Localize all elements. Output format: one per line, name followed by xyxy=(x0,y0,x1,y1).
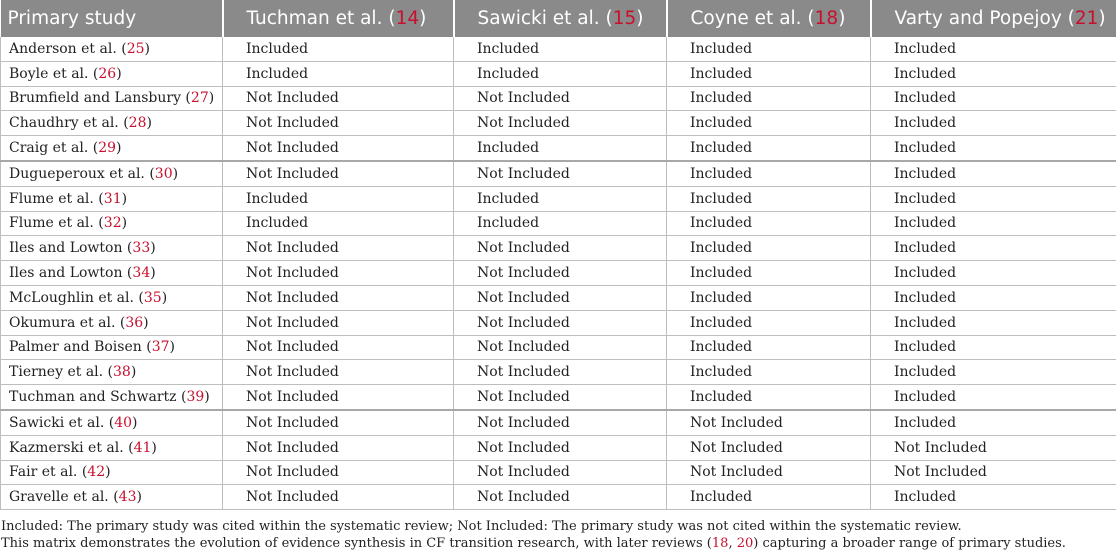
header-review: Sawicki et al. (15) xyxy=(454,0,667,37)
ref-link[interactable]: 30 xyxy=(154,165,173,182)
inclusion-cell: Included xyxy=(667,310,871,335)
inclusion-cell: Included xyxy=(871,161,1116,186)
inclusion-cell: Not Included xyxy=(454,261,667,286)
inclusion-cell: Not Included xyxy=(454,310,667,335)
table-row xyxy=(1,111,1116,136)
primary-study-cell: Kazmerski et al. (41) xyxy=(1,435,223,460)
inclusion-cell: Included xyxy=(667,211,871,236)
header-review: Coyne et al. (18) xyxy=(667,0,871,37)
inclusion-cell: Not Included xyxy=(454,460,667,485)
ref-link[interactable]: 20 xyxy=(736,536,754,552)
ref-link[interactable]: 26 xyxy=(98,65,117,82)
inclusion-cell: Included xyxy=(667,111,871,136)
inclusion-cell: Not Included xyxy=(223,285,454,310)
inclusion-cell: Included xyxy=(871,360,1116,385)
table-row xyxy=(1,37,1116,61)
inclusion-cell: Included xyxy=(871,335,1116,360)
header-review: Varty and Popejoy (21) xyxy=(871,0,1116,37)
inclusion-cell: Included xyxy=(871,310,1116,335)
primary-study-cell: Fair et al. (42) xyxy=(1,460,223,485)
primary-study-cell: McLoughlin et al. (35) xyxy=(1,285,223,310)
inclusion-cell: Not Included xyxy=(454,435,667,460)
inclusion-cell: Included xyxy=(454,61,667,86)
primary-study-cell: Craig et al. (29) xyxy=(1,136,223,161)
table-row xyxy=(1,460,1116,485)
inclusion-cell: Included xyxy=(223,211,454,236)
inclusion-cell: Included xyxy=(871,186,1116,211)
primary-study-cell: Anderson et al. (25) xyxy=(1,37,223,61)
inclusion-cell: Included xyxy=(667,261,871,286)
ref-link[interactable]: 18 xyxy=(814,8,839,29)
primary-study-cell: Chaudhry et al. (28) xyxy=(1,111,223,136)
primary-study-cell: Tuchman and Schwartz (39) xyxy=(1,385,223,410)
inclusion-cell: Included xyxy=(667,335,871,360)
table-row xyxy=(1,485,1116,510)
inclusion-cell: Included xyxy=(223,37,454,61)
ref-link[interactable]: 31 xyxy=(103,190,122,207)
ref-link[interactable]: 25 xyxy=(126,40,145,57)
inclusion-cell: Included xyxy=(871,211,1116,236)
table-row xyxy=(1,136,1116,161)
inclusion-cell: Not Included xyxy=(223,86,454,111)
ref-link[interactable]: 43 xyxy=(118,489,137,506)
inclusion-cell: Included xyxy=(667,161,871,186)
inclusion-cell: Not Included xyxy=(454,285,667,310)
ref-link[interactable]: 14 xyxy=(395,8,420,29)
primary-study-cell: Iles and Lowton (34) xyxy=(1,261,223,286)
table-row xyxy=(1,186,1116,211)
inclusion-cell: Included xyxy=(667,61,871,86)
inclusion-cell: Not Included xyxy=(223,485,454,510)
inclusion-cell: Not Included xyxy=(223,410,454,435)
inclusion-cell: Included xyxy=(454,37,667,61)
inclusion-cell: Included xyxy=(223,61,454,86)
inclusion-cell: Included xyxy=(223,186,454,211)
ref-link[interactable]: 40 xyxy=(114,414,133,431)
inclusion-cell: Not Included xyxy=(454,410,667,435)
inclusion-cell: Not Included xyxy=(223,136,454,161)
inclusion-cell: Included xyxy=(871,61,1116,86)
inclusion-cell: Included xyxy=(871,385,1116,410)
primary-study-cell: Boyle et al. (26) xyxy=(1,61,223,86)
inclusion-cell: Included xyxy=(667,360,871,385)
ref-link[interactable]: 34 xyxy=(132,265,151,282)
table-footnotes xyxy=(0,510,1116,552)
inclusion-cell: Not Included xyxy=(223,111,454,136)
ref-link[interactable]: 41 xyxy=(133,439,152,456)
inclusion-cell: Not Included xyxy=(223,236,454,261)
primary-study-cell: Palmer and Boisen (37) xyxy=(1,335,223,360)
primary-study-cell: Flume et al. (31) xyxy=(1,186,223,211)
inclusion-cell: Not Included xyxy=(223,261,454,286)
inclusion-cell: Included xyxy=(871,136,1116,161)
inclusion-cell: Included xyxy=(871,261,1116,286)
ref-link[interactable]: 42 xyxy=(87,464,106,481)
ref-link[interactable]: 38 xyxy=(113,364,131,381)
inclusion-cell: Included xyxy=(667,136,871,161)
inclusion-cell: Not Included xyxy=(223,161,454,186)
inclusion-cell: Not Included xyxy=(454,485,667,510)
inclusion-cell: Included xyxy=(871,111,1116,136)
primary-study-cell: Flume et al. (32) xyxy=(1,211,223,236)
inclusion-cell: Included xyxy=(667,37,871,61)
inclusion-cell: Not Included xyxy=(871,460,1116,485)
inclusion-cell: Not Included xyxy=(667,460,871,485)
inclusion-cell: Included xyxy=(871,485,1116,510)
inclusion-cell: Included xyxy=(667,186,871,211)
inclusion-cell: Not Included xyxy=(871,435,1116,460)
inclusion-cell: Not Included xyxy=(667,410,871,435)
inclusion-cell: Not Included xyxy=(223,460,454,485)
inclusion-cell: Not Included xyxy=(454,360,667,385)
inclusion-cell: Not Included xyxy=(454,86,667,111)
primary-study-cell: Gravelle et al. (43) xyxy=(1,485,223,510)
inclusion-cell: Not Included xyxy=(454,111,667,136)
inclusion-cell: Not Included xyxy=(454,385,667,410)
inclusion-cell: Not Included xyxy=(667,435,871,460)
table-row xyxy=(1,261,1116,286)
inclusion-cell: Included xyxy=(667,86,871,111)
inclusion-cell: Not Included xyxy=(223,435,454,460)
inclusion-cell: Not Included xyxy=(223,335,454,360)
inclusion-cell: Not Included xyxy=(454,335,667,360)
ref-link[interactable]: 32 xyxy=(103,215,122,232)
ref-link[interactable]: 37 xyxy=(151,339,170,356)
inclusion-cell: Included xyxy=(871,285,1116,310)
table-row xyxy=(1,360,1116,385)
table-row xyxy=(1,61,1116,86)
inclusion-cell: Not Included xyxy=(454,161,667,186)
table-row xyxy=(1,161,1116,186)
inclusion-cell: Included xyxy=(871,410,1116,435)
ref-link[interactable]: 18 xyxy=(711,536,729,552)
footnote-legend: Included: The primary study was cited within the systematic review; Not Included: The primary study was not cited within the systematic review. xyxy=(1,519,962,535)
inclusion-cell: Included xyxy=(871,37,1116,61)
primary-study-cell: Dugueperoux et al. (30) xyxy=(1,161,223,186)
inclusion-cell: Not Included xyxy=(223,360,454,385)
table-row xyxy=(1,310,1116,335)
inclusion-cell: Not Included xyxy=(223,310,454,335)
table-body xyxy=(1,37,1116,510)
ref-link[interactable]: 15 xyxy=(612,8,637,29)
header-primary-study: Primary study xyxy=(1,0,223,37)
table-row xyxy=(1,335,1116,360)
table-row xyxy=(1,435,1116,460)
header-review: Tuchman et al. (14) xyxy=(223,0,454,37)
primary-study-cell: Tierney et al. (38) xyxy=(1,360,223,385)
inclusion-cell: Included xyxy=(454,186,667,211)
inclusion-cell: Not Included xyxy=(223,385,454,410)
ref-link[interactable]: 36 xyxy=(125,314,144,331)
table-row xyxy=(1,86,1116,111)
inclusion-cell: Not Included xyxy=(454,236,667,261)
ref-link[interactable]: 33 xyxy=(132,240,151,257)
inclusion-cell: Included xyxy=(454,136,667,161)
table-row xyxy=(1,211,1116,236)
ref-link[interactable]: 27 xyxy=(190,90,209,107)
primary-study-cell: Okumura et al. (36) xyxy=(1,310,223,335)
ref-link[interactable]: 39 xyxy=(186,389,205,406)
ref-link[interactable]: 35 xyxy=(143,289,162,306)
footnote-note: This matrix demonstrates the evolution of evidence synthesis in CF transition research, with later reviews (18, 20) capturing a broader range of primary studies. xyxy=(1,536,1066,552)
inclusion-cell: Included xyxy=(871,236,1116,261)
inclusion-cell: Included xyxy=(667,285,871,310)
inclusion-cell: Included xyxy=(871,86,1116,111)
header-row xyxy=(1,0,1116,37)
inclusion-cell: Included xyxy=(667,236,871,261)
ref-link[interactable]: 28 xyxy=(128,115,147,132)
primary-study-cell: Sawicki et al. (40) xyxy=(1,410,223,435)
table-row xyxy=(1,385,1116,410)
inclusion-cell: Included xyxy=(454,211,667,236)
ref-link[interactable]: 29 xyxy=(98,140,117,157)
primary-study-cell: Iles and Lowton (33) xyxy=(1,236,223,261)
table-row xyxy=(1,285,1116,310)
table-row xyxy=(1,410,1116,435)
ref-link[interactable]: 21 xyxy=(1074,8,1099,29)
primary-study-cell: Brumfield and Lansbury (27) xyxy=(1,86,223,111)
table-row xyxy=(1,236,1116,261)
inclusion-cell: Included xyxy=(667,385,871,410)
inclusion-cell: Included xyxy=(667,485,871,510)
